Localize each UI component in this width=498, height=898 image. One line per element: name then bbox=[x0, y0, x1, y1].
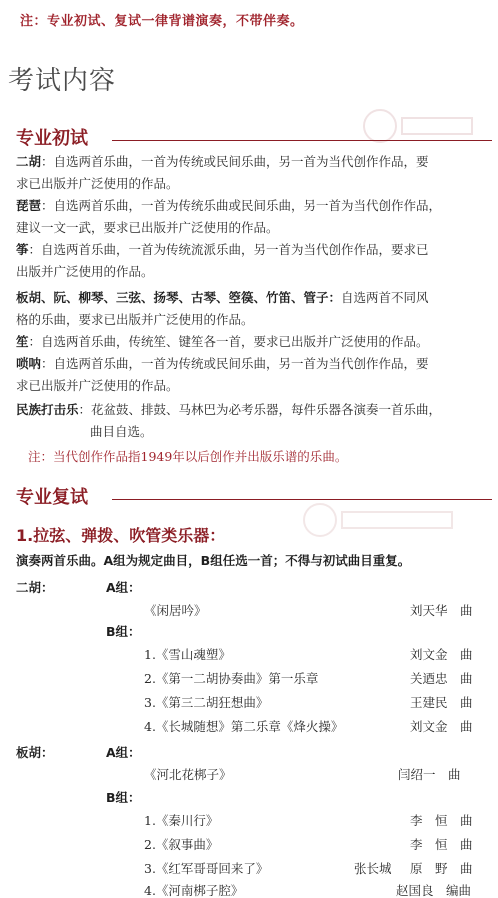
separator: ： bbox=[41, 356, 54, 371]
piece-composer: 李 恒 曲 bbox=[410, 837, 473, 852]
preliminary-item-erhu bbox=[16, 151, 490, 195]
instrument-label: 琵琶 bbox=[16, 198, 42, 213]
piece-title: 1.《秦川行》 bbox=[144, 813, 219, 828]
instrument-label: 板胡、阮、柳琴、三弦、扬琴、古琴、箜篌、竹笛、管子 bbox=[16, 290, 329, 305]
group-a-label: A组： bbox=[106, 580, 141, 595]
piece-composer: 关迺忠 曲 bbox=[410, 671, 473, 686]
requirement-text: 自选两首不同风 bbox=[341, 290, 429, 305]
piece-title: 《闲居吟》 bbox=[144, 603, 207, 618]
instrument-label: 笙 bbox=[16, 334, 29, 349]
piece-composer: 刘文金 曲 bbox=[410, 647, 473, 662]
group-b-label: B组： bbox=[106, 790, 141, 805]
requirement-text: 自选两首乐曲，一首为传统或民间乐曲，另一首为当代创作作品，要 bbox=[53, 154, 429, 169]
section-rule bbox=[112, 499, 492, 500]
piece-composer: 李 恒 曲 bbox=[410, 813, 473, 828]
group-a-label: A组： bbox=[106, 745, 141, 760]
separator: ： bbox=[41, 198, 54, 213]
piece-composer: 刘文金 曲 bbox=[410, 719, 473, 734]
separator: ： bbox=[28, 242, 42, 257]
instrument-label-banhu: 板胡： bbox=[16, 745, 54, 760]
requirement-text: 自选两首乐曲，一首为传统乐曲或民间乐曲，另一首为当代创作作品， bbox=[53, 198, 442, 213]
separator: ： bbox=[41, 154, 54, 169]
piece-composer: 闫绍一 曲 bbox=[398, 767, 461, 782]
preliminary-item-group bbox=[16, 287, 490, 331]
piece-title: 2.《叙事曲》 bbox=[144, 837, 219, 852]
instrument-label: 筝 bbox=[16, 242, 29, 257]
piece-composer: 原 野 曲 bbox=[410, 861, 473, 876]
piece-title: 《河北花梆子》 bbox=[144, 767, 232, 782]
piece-title: 3.《红军哥哥回来了》 bbox=[144, 861, 269, 876]
requirement-text: 花盆鼓、排鼓、马林巴为必考乐器，每件乐器各演奏一首乐曲， bbox=[91, 402, 442, 417]
requirement-text: 出版并广泛使用的作品。 bbox=[16, 264, 154, 279]
preliminary-item-pipa bbox=[16, 195, 490, 239]
group-b-label: B组： bbox=[106, 624, 141, 639]
requirement-text: 求已出版并广泛使用的作品。 bbox=[16, 176, 179, 191]
piece-composer: 王建民 曲 bbox=[410, 695, 473, 710]
requirement-text: 曲目自选。 bbox=[90, 424, 153, 439]
instrument-label: 民族打击乐 bbox=[16, 402, 79, 417]
section-heading-preliminary: 专业初试 bbox=[16, 128, 88, 149]
piece-title: 4.《河南梆子腔》 bbox=[144, 883, 244, 898]
piece-composer: 赵国良 编曲 bbox=[396, 883, 472, 898]
requirement-text: 求已出版并广泛使用的作品。 bbox=[16, 378, 179, 393]
requirement-text: 自选两首乐曲，传统笙、键笙各一首，要求已出版并广泛使用的作品。 bbox=[41, 334, 429, 349]
instrument-label: 二胡 bbox=[16, 154, 42, 169]
requirement-text: 自选两首乐曲，一首为传统或民间乐曲，另一首为当代创作作品，要 bbox=[53, 356, 429, 371]
category-heading: 1.拉弦、弹拨、吹管类乐器： bbox=[16, 526, 226, 545]
instrument-label: 唢呐 bbox=[16, 356, 42, 371]
separator: ： bbox=[328, 290, 342, 305]
piece-arranger: 张长城 bbox=[354, 861, 392, 876]
separator: ： bbox=[78, 402, 92, 417]
requirement-text: 自选两首乐曲，一首为传统流派乐曲，另一首为当代创作作品，要求已 bbox=[41, 242, 429, 257]
requirement-text: 建议一文一武，要求已出版并广泛使用的作品。 bbox=[16, 220, 279, 235]
top-note: 注：专业初试、复试一律背谱演奏，不带伴奏。 bbox=[20, 14, 304, 29]
watermark-seal-icon bbox=[300, 500, 460, 540]
piece-title: 4.《长城随想》第二乐章《烽火操》 bbox=[144, 719, 344, 734]
piece-title: 3.《第三二胡狂想曲》 bbox=[144, 695, 269, 710]
preliminary-item-sheng bbox=[16, 331, 490, 353]
section-heading-retest: 专业复试 bbox=[16, 487, 88, 508]
retest-instruction: 演奏两首乐曲。A组为规定曲目，B组任选一首；不得与初试曲目重复。 bbox=[16, 553, 411, 568]
preliminary-item-zheng bbox=[16, 239, 490, 283]
piece-composer: 刘天华 曲 bbox=[410, 603, 473, 618]
preliminary-item-percussion bbox=[16, 399, 490, 443]
separator: ： bbox=[28, 334, 42, 349]
section-rule bbox=[112, 140, 492, 141]
preliminary-note: 注：当代创作作品指1949年以后创作并出版乐谱的乐曲。 bbox=[28, 449, 348, 464]
requirement-text: 格的乐曲，要求已出版并广泛使用的作品。 bbox=[16, 312, 254, 327]
instrument-label-erhu: 二胡： bbox=[16, 580, 54, 595]
preliminary-item-suona bbox=[16, 353, 490, 397]
page-title: 考试内容 bbox=[8, 66, 117, 96]
piece-title: 2.《第一二胡协奏曲》第一乐章 bbox=[144, 671, 319, 686]
piece-title: 1.《雪山魂塑》 bbox=[144, 647, 231, 662]
